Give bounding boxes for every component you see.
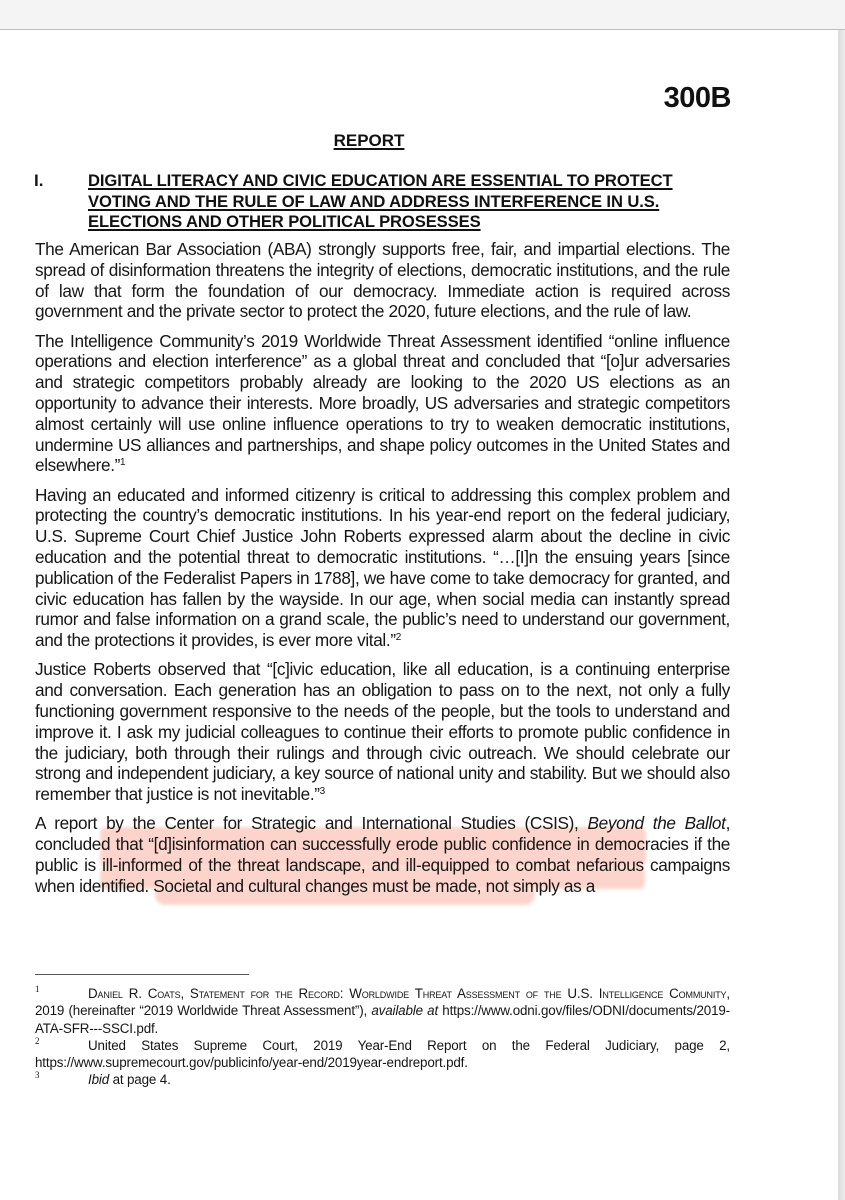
- document-page: [0, 30, 838, 1200]
- paragraph: A report by the Center for Strategic and International Studies (CSIS), Beyond the Ballot, concluded that “[d]isinformation can successfully erode public confidence in democracies if the public is ill-informed of the threat landscape, and ill-equipped to combat nefarious campaigns when identified. Societal and cultural changes must be made, not simply as a: [35, 813, 730, 896]
- footnote-ref[interactable]: 3: [319, 786, 325, 798]
- document-number: 300B: [663, 82, 731, 114]
- footnote-separator: [35, 974, 249, 975]
- footnote-number: 1: [35, 984, 40, 994]
- footnote-number: 2: [35, 1035, 40, 1046]
- footnote: 3 Ibid at page 4.: [35, 1071, 730, 1088]
- footnote: 2 United States Supreme Court, 2019 Year-End Report on the Federal Judiciary, page 2, https://www.supremecourt.gov/publicinfo/year-end/2019year-endreport.pdf.: [35, 1037, 730, 1072]
- footnote-ref[interactable]: 2: [395, 632, 401, 644]
- footnote: 1 Daniel R. Coats, Statement for the Record: Worldwide Threat Assessment of the U.S. Intelligence Community, 2019 (hereinafter “2019 Worldwide Threat Assessment”), available at https://www.odni.gov/files/ODNI/documents/2019-ATA-SFR---SSCI.pdf.: [35, 985, 730, 1037]
- report-body: [35, 239, 730, 905]
- paragraph: Having an educated and informed citizenry is critical to addressing this complex problem and protecting the country’s democratic institutions. In his year-end report on the federal judiciary, U.S. Supreme Court Chief Justice John Roberts expressed alarm about the decline in civic education and the potential threat to democratic institutions. “…[I]n the ensuing years [since publication of the Federalist Papers in 1788], we have come to take democracy for granted, and civic education has fallen by the wayside. In our age, when social media can instantly spread rumor and false information on a grand scale, the public’s need to understand our government, and the protections it provides, is ever more vital.”$^2$: [35, 484, 730, 651]
- report-title-citation: Beyond the Ballot: [587, 813, 726, 834]
- report-title: REPORT: [333, 131, 405, 150]
- paragraph: The American Bar Association (ABA) strongly supports free, fair, and impartial elections. The spread of disinformation threatens the integrity of elections, democratic institutions, and the rule of law that form the foundation of our democracy. Immediate action is required across government and the private sector to protect the 2020, future elections, and the rule of law.: [35, 239, 730, 322]
- section-numeral: I.: [34, 171, 44, 190]
- footnote-ref[interactable]: 1: [120, 457, 126, 469]
- page-edge-shadow: [838, 30, 845, 1200]
- footnote-number: 3: [35, 1070, 40, 1081]
- footnote-link[interactable]: https://www.odni.gov/files/ODNI/documents/2019-ATA-SFR---SSCI.pdf.: [35, 1003, 730, 1036]
- section-heading: DIGITAL LITERACY AND CIVIC EDUCATION ARE ESSENTIAL TO PROTECT VOTING AND THE RULE OF LAW AND ADDRESS INTERFERENCE IN U.S. ELECTIONS AND OTHER POLITICAL PROSESSES: [88, 171, 673, 231]
- paragraph: The Intelligence Community’s 2019 Worldwide Threat Assessment identified “online influence operations and election interference” as a global threat and concluded that “[o]ur adversaries and strategic competitors probably already are looking to the 2020 US elections as an opportunity to advance their interests. More broadly, US adversaries and strategic competitors almost certainly will use online influence operations to try to weaken democratic institutions, undermine US alliances and partnerships, and shape policy outcomes in the United States and elsewhere.”$^1$: [35, 330, 730, 476]
- viewer-top-bar: [0, 0, 845, 30]
- footnotes: [35, 985, 730, 1089]
- paragraph: Justice Roberts observed that “[c]ivic education, like all education, is a continuing enterprise and conversation. Each generation has an obligation to pass on to the next, not only a fully functioning government responsive to the needs of the people, but the tools to understand and improve it. I ask my judicial colleagues to continue their efforts to promote public confidence in the judiciary, both through their rulings and through civic outreach. We should celebrate our strong and independent judiciary, a key source of national unity and stability. But we should also remember that justice is not inevitable.”$^3$: [35, 659, 730, 805]
